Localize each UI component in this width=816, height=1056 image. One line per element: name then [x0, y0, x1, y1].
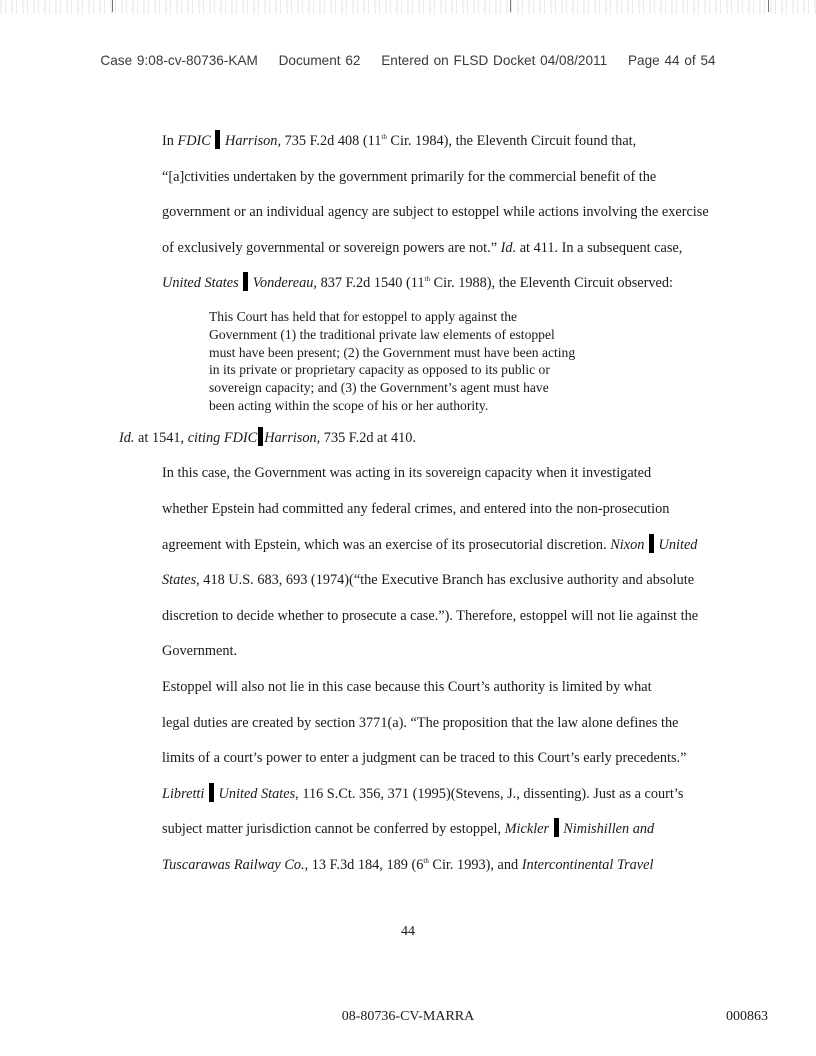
case-name: States — [162, 572, 197, 589]
text-line — [119, 848, 697, 884]
header-entered: Entered on FLSD Docket 04/08/2011 — [381, 53, 608, 68]
text-line: Government. — [162, 643, 238, 660]
text-line: In this case, the Government was acting in its sovereign capacity when it investigated — [162, 465, 652, 482]
text-line — [119, 231, 697, 267]
redaction-bar — [209, 783, 214, 802]
case-name: Libretti — [162, 785, 205, 802]
case-name: Nimishillen and — [563, 821, 655, 838]
case-name: United States — [218, 785, 296, 802]
quote-line: in its private or proprietary capacity as opposed to its public or — [209, 362, 550, 378]
bates-number: 000863 — [726, 1009, 768, 1024]
case-name: United States — [162, 275, 239, 292]
case-name: Mickler — [504, 821, 550, 838]
case-name: Vondereau — [252, 275, 314, 292]
text-run: Cir. 1988), the Eleventh Circuit observed: — [430, 275, 673, 292]
ordinal-suffix: th — [381, 133, 387, 141]
scan-artifact-strip — [0, 0, 816, 14]
case-name: FDIC — [177, 133, 211, 149]
text-line: government or an individual agency are subject to estoppel while actions involving the exercise — [162, 204, 709, 221]
block-quote — [209, 308, 697, 415]
citation-id: Id. — [119, 429, 135, 446]
scan-tick-mark — [768, 0, 769, 12]
scan-tick-mark — [112, 0, 113, 12]
text-line — [119, 528, 697, 564]
page-body — [119, 124, 709, 883]
case-name: Harrison — [264, 429, 317, 446]
text-line: Estoppel will also not lie in this case because this Court’s authority is limited by what — [162, 678, 652, 695]
text-run: , 735 F.2d at 410. — [316, 429, 416, 446]
redaction-bar — [243, 272, 248, 291]
text-line: discretion to decide whether to prosecute a case.”). Therefore, estoppel will not lie against the — [162, 607, 699, 624]
text-run: of exclusively governmental or sovereign powers are not.” — [162, 239, 501, 256]
citation-line — [119, 421, 697, 457]
bates-case-number: 08-80736-CV-MARRA — [341, 1009, 475, 1024]
quote-line: must have been present; (2) the Government must have been acting — [209, 344, 576, 360]
quote-line: Government (1) the traditional private law elements of estoppel — [209, 326, 555, 342]
ordinal-suffix: th — [423, 856, 429, 865]
citation-id: Id. — [500, 239, 517, 256]
ordinal-suffix: th — [424, 275, 430, 284]
text-line — [119, 777, 697, 813]
quote-line: This Court has held that for estoppel to apply against the — [209, 308, 518, 324]
text-run: In — [162, 133, 178, 149]
text-run: Cir. 1984), the Eleventh Circuit found that, — [386, 133, 637, 149]
text-line: legal duties are created by section 3771(a). “The proposition that the law alone defines the — [162, 714, 679, 731]
case-name: Harrison — [225, 133, 278, 149]
paragraph-fdic-harrison — [119, 124, 709, 302]
redaction-bar — [215, 130, 220, 149]
case-name: citing FDIC — [187, 429, 258, 446]
text-line — [119, 563, 697, 599]
case-name: United — [658, 536, 698, 553]
page-number: 44 — [401, 924, 415, 939]
text-run: , 837 F.2d 1540 (11 — [313, 275, 425, 292]
text-run: agreement with Epstein, which was an exercise of its prosecutorial discretion. — [162, 536, 611, 553]
docket-header — [0, 53, 816, 68]
header-case: Case 9:08-cv-80736-KAM — [100, 53, 258, 68]
text-run: , 13 F.3d 184, 189 (6 — [304, 856, 424, 873]
text-run: Cir. 1993), and — [428, 856, 522, 873]
text-run: subject matter jurisdiction cannot be conferred by estoppel, — [162, 821, 505, 838]
text-run: , 116 S.Ct. 356, 371 (1995)(Stevens, J., dissenting). Just as a court’s — [295, 785, 684, 802]
text-line — [119, 124, 697, 160]
text-run: at 411. In a subsequent case, — [516, 239, 683, 256]
text-line — [119, 266, 697, 302]
text-line: “[a]ctivities undertaken by the government primarily for the commercial benefit of the — [162, 168, 657, 185]
quote-line: sovereign capacity; and (3) the Government’s agent must have — [209, 380, 549, 396]
case-name: Nixon — [610, 536, 645, 553]
text-line — [119, 421, 697, 457]
case-name: Intercontinental Travel — [521, 856, 654, 873]
case-name: Tuscarawas Railway Co. — [162, 856, 305, 873]
header-document: Document 62 — [278, 53, 361, 68]
scan-tick-mark — [510, 0, 511, 12]
text-run: , 418 U.S. 683, 693 (1974)(“the Executive Branch has exclusive authority and absolute — [196, 572, 695, 589]
text-line: whether Epstein had committed any federal crimes, and entered into the non-prosecution — [162, 500, 670, 517]
text-line: limits of a court’s power to enter a judgment can be traced to this Court’s early precedents.” — [162, 750, 687, 767]
paragraph-court-authority — [119, 670, 697, 884]
quote-line: been acting within the scope of his or her authority. — [209, 397, 489, 413]
redaction-bar — [258, 427, 263, 446]
paragraph-sovereign-capacity — [119, 456, 697, 670]
text-line — [119, 812, 697, 848]
redaction-bar — [649, 534, 654, 553]
redaction-bar — [554, 818, 559, 837]
text-run: , 735 F.2d 408 (11 — [277, 133, 382, 149]
text-run: at 1541, — [134, 429, 188, 446]
header-page: Page 44 of 54 — [627, 53, 716, 68]
